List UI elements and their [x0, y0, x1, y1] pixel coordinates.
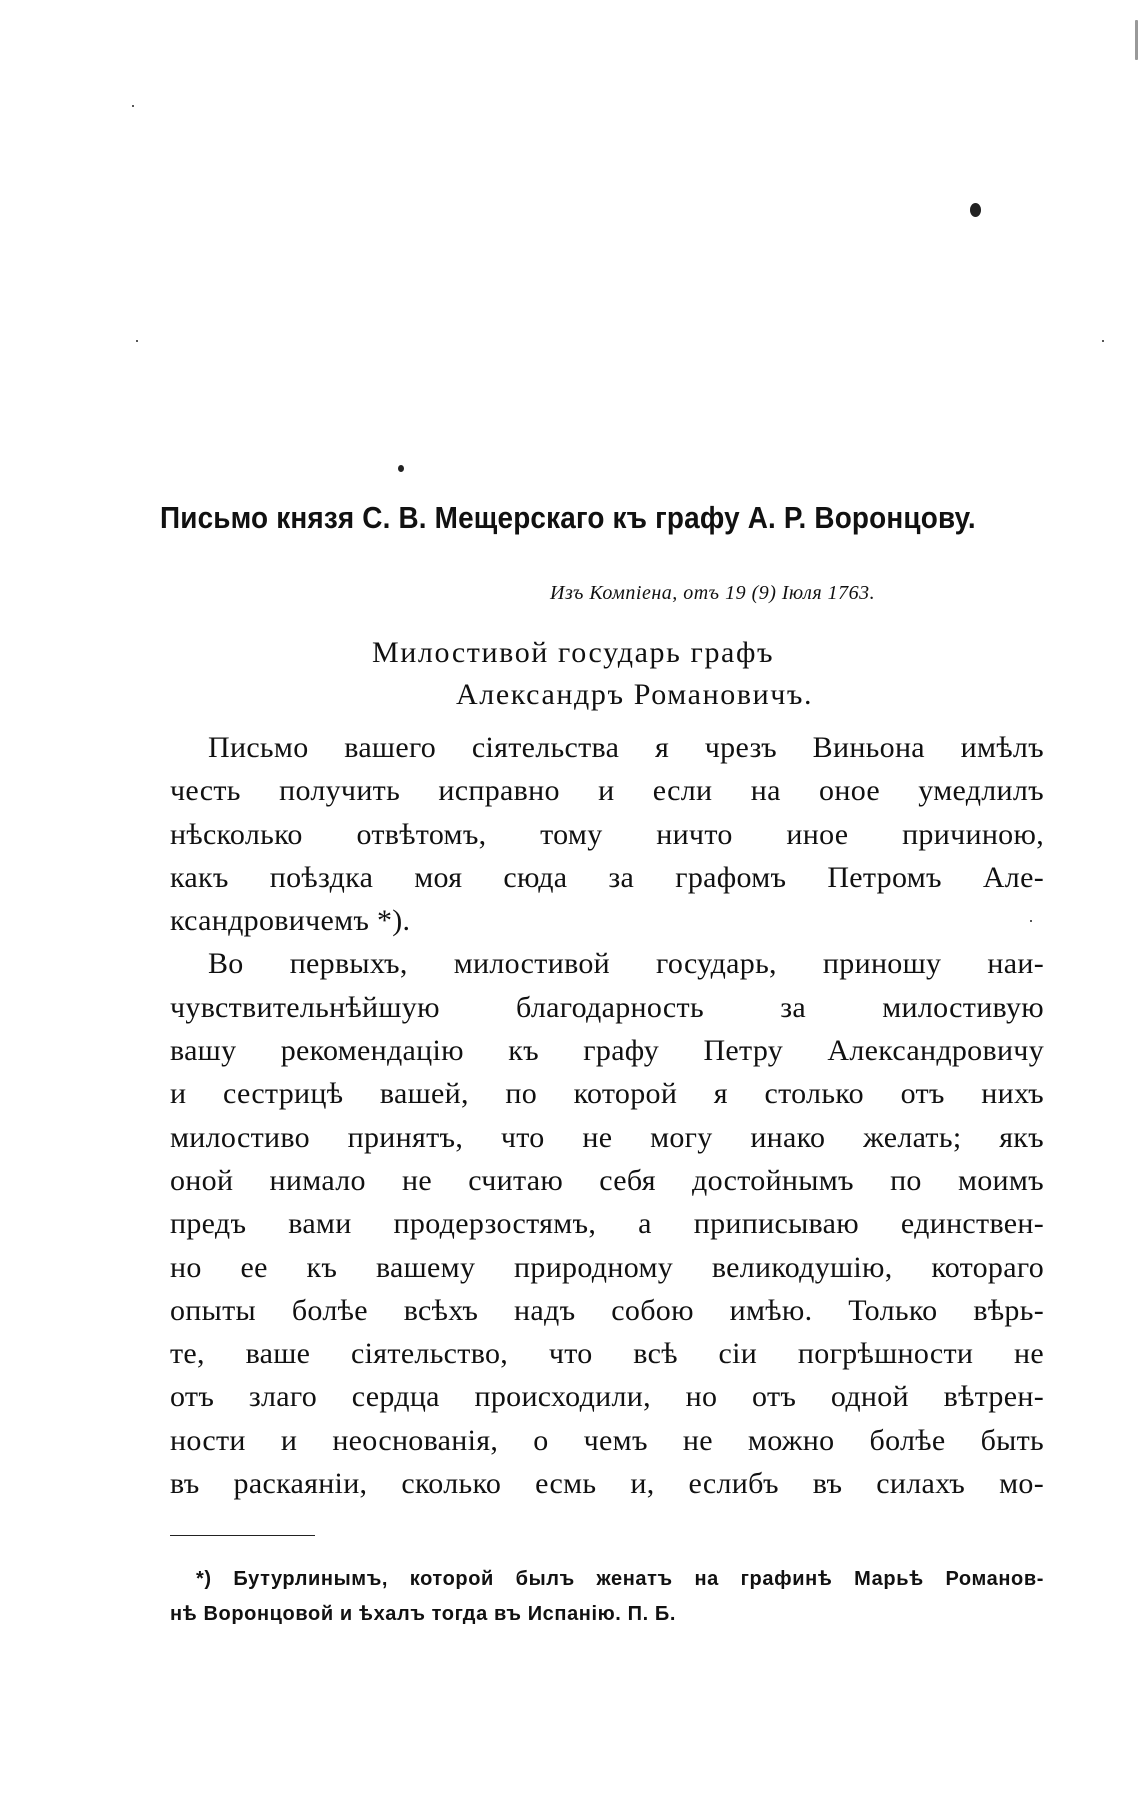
text-line: предъ вами продерзостямъ, а приписываю единствен- — [170, 1207, 1044, 1241]
footnote-divider — [170, 1535, 315, 1536]
text-line: но ее къ вашему природному великодушію, котораго — [170, 1250, 1044, 1284]
text-line: опыты болѣе всѣхъ надъ собою имѣю. Только вѣрь- — [170, 1293, 1044, 1327]
text-line: Письмо вашего сіятельства я чрезъ Виньона имѣлъ — [208, 731, 1044, 764]
scan-speck — [398, 465, 404, 472]
salutation-line-2: Александръ Романовичъ. — [456, 678, 814, 711]
text-line: и сестрицѣ вашей, по которой я столько отъ нихъ — [170, 1077, 1044, 1111]
scan-speck — [136, 340, 138, 342]
text-line: нѣсколько отвѣтомъ, тому ничто иное причиною, — [170, 817, 1044, 851]
text-line: милостиво принятъ, что не могу инако желать; якъ — [170, 1120, 1044, 1154]
scan-speck — [132, 105, 134, 107]
text-line: чувствительнѣйшую благодарность за милостивую — [170, 990, 1044, 1024]
salutation-line-1: Милостивой государь графъ — [372, 636, 775, 669]
scan-speck — [1102, 340, 1104, 342]
text-line: какъ поѣздка моя сюда за графомъ Петромъ Але- — [170, 860, 1044, 894]
letter-title: Письмо князя С. В. Мещерскаго къ графу А. Р. Воронцову. — [160, 500, 976, 535]
letter-body — [170, 726, 1044, 1505]
footnote — [170, 1562, 1044, 1632]
scan-speck — [970, 203, 981, 217]
paragraph-1 — [170, 726, 1044, 942]
text-line: вашу рекомендацію къ графу Петру Александровичу — [170, 1034, 1044, 1068]
scan-speck — [1135, 20, 1138, 60]
footnote-line: *) Бутурлинымъ, которой былъ женатъ на графинѣ Марьѣ Романов- — [196, 1568, 1044, 1590]
text-line: въ раскаяніи, сколько есмь и, еслибъ въ силахъ мо- — [170, 1467, 1044, 1501]
text-line: Во первыхъ, милостивой государь, приношу наи- — [208, 947, 1044, 981]
dateline: Изъ Компіена, отъ 19 (9) Іюля 1763. — [550, 582, 876, 604]
footnote-line: нѣ Воронцовой и ѣхалъ тогда въ Испанію. П. Б. — [170, 1603, 677, 1625]
text-line: оной нимало не считаю себя достойнымъ по моимъ — [170, 1163, 1044, 1197]
text-line: ности и неоснованія, о чемъ не можно болѣе быть — [170, 1423, 1044, 1457]
paragraph-2 — [170, 942, 1044, 1505]
text-line: ксандровичемъ *). — [170, 904, 411, 938]
text-line: отъ злаго сердца происходили, но отъ одной вѣтрен- — [170, 1380, 1044, 1414]
text-line: честь получить исправно и если на оное умедлилъ — [170, 774, 1044, 808]
text-line: те, ваше сіятельство, что всѣ сіи погрѣшности не — [170, 1337, 1044, 1371]
